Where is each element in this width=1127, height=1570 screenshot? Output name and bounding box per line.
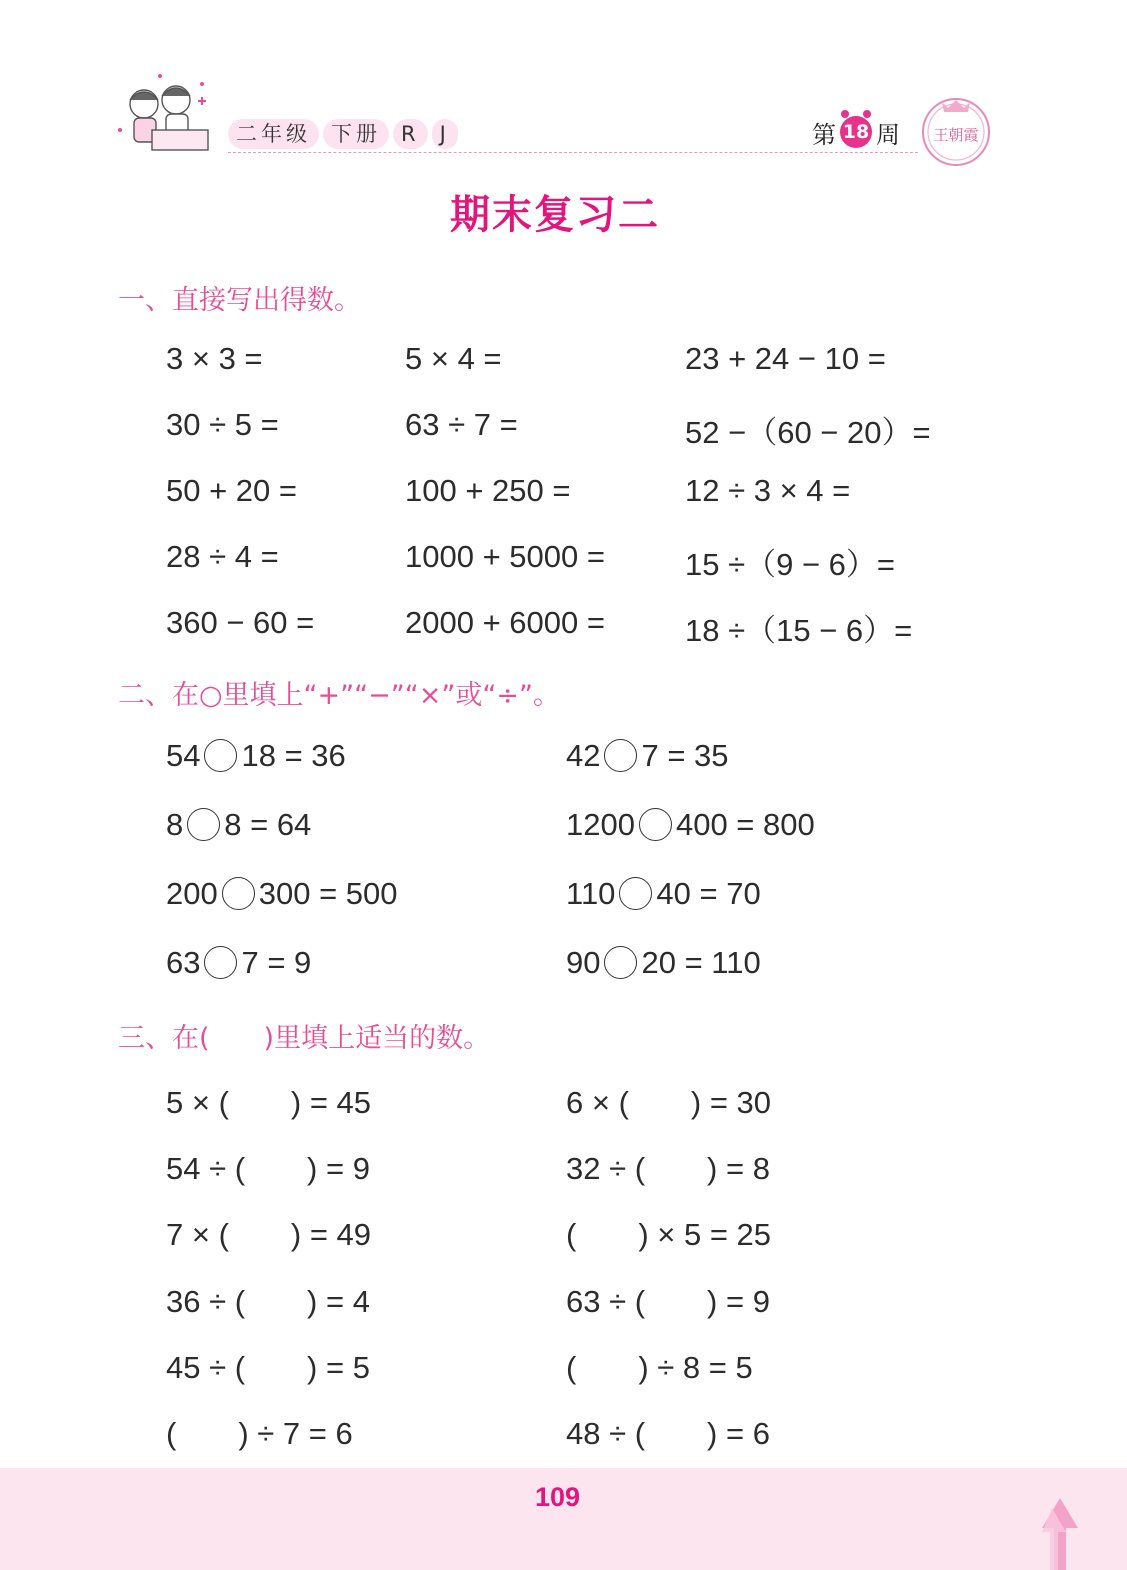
s1-row2-c3: 52 −（60 − 20）= xyxy=(685,415,931,450)
operand-a: 110 xyxy=(566,876,616,911)
s3-row2-c2: 32 ÷ ( ) = 8 xyxy=(566,1151,770,1186)
s1-row4-c3: 15 ÷（9 − 6）= xyxy=(685,547,896,582)
s3-row4-c2: 63 ÷ ( ) = 9 xyxy=(566,1284,770,1319)
operand-b: 8 = 64 xyxy=(224,807,312,842)
operator-circle[interactable] xyxy=(639,808,672,841)
operator-circle[interactable] xyxy=(204,739,237,772)
s2-row3-c2 xyxy=(566,876,761,912)
edition-chip-j: J xyxy=(432,119,458,149)
semester-chip: 下册 xyxy=(323,119,389,149)
s1-row1-c2: 5 × 4 = xyxy=(405,341,502,376)
s2-row2-c2 xyxy=(566,807,815,843)
s3-row1-c1: 5 × ( ) = 45 xyxy=(166,1085,372,1120)
section-3-title: 三、在( )里填上适当的数。 xyxy=(118,1023,491,1054)
week-prefix: 第 xyxy=(812,120,836,149)
s3-row3-c2: ( ) × 5 = 25 xyxy=(566,1217,772,1252)
s2-row3-c1 xyxy=(166,876,398,912)
s3-row5-c2: ( ) ÷ 8 = 5 xyxy=(566,1350,753,1385)
section-2-title: 二、在○里填上“+”“−”“×”或“÷”。 xyxy=(118,680,560,711)
header-divider xyxy=(228,152,918,153)
page-number: 109 xyxy=(534,1482,581,1512)
operand-a: 63 xyxy=(166,945,201,980)
s1-row3-c1: 50 + 20 = xyxy=(166,473,298,508)
week-label xyxy=(812,112,900,152)
week-number-badge: 18 xyxy=(840,116,872,148)
operand-b: 7 = 9 xyxy=(241,945,312,980)
operand-b: 300 = 500 xyxy=(258,876,398,911)
s3-row6-c2: 48 ÷ ( ) = 6 xyxy=(566,1416,770,1451)
page-header xyxy=(0,0,1127,170)
s2-row2-c1 xyxy=(166,807,311,843)
grade-strip xyxy=(228,118,458,150)
s2-row1-c2 xyxy=(566,738,729,774)
s1-row5-c3: 18 ÷（15 − 6）= xyxy=(685,613,913,648)
arrow-up-icon xyxy=(1040,1498,1080,1570)
s1-row1-c1: 3 × 3 = xyxy=(166,341,263,376)
edition-chip-r: R xyxy=(393,119,428,149)
operator-circle[interactable] xyxy=(604,946,637,979)
grade-chip: 二年级 xyxy=(228,119,319,149)
s2-row4-c2 xyxy=(566,945,761,981)
s1-row4-c2: 1000 + 5000 = xyxy=(405,539,605,574)
s1-row1-c3: 23 + 24 − 10 = xyxy=(685,341,886,376)
s1-row2-c2: 63 ÷ 7 = xyxy=(405,407,518,442)
s3-row5-c1: 45 ÷ ( ) = 5 xyxy=(166,1350,370,1385)
page-title: 期末复习二 xyxy=(450,192,660,238)
page-footer xyxy=(0,1468,1127,1570)
operand-a: 200 xyxy=(166,876,218,911)
operator-circle[interactable] xyxy=(619,877,652,910)
section-1-title: 一、直接写出得数。 xyxy=(118,285,361,316)
operator-circle[interactable] xyxy=(187,808,220,841)
svg-text:王朝霞: 王朝霞 xyxy=(933,126,979,144)
s1-row3-c3: 12 ÷ 3 × 4 = xyxy=(685,473,851,508)
operand-a: 54 xyxy=(166,738,201,773)
s1-row2-c1: 30 ÷ 5 = xyxy=(166,407,279,442)
s3-row1-c2: 6 × ( ) = 30 xyxy=(566,1085,772,1120)
s2-row4-c1 xyxy=(166,945,311,981)
s3-row2-c1: 54 ÷ ( ) = 9 xyxy=(166,1151,370,1186)
operand-b: 400 = 800 xyxy=(675,807,815,842)
operand-a: 8 xyxy=(166,807,184,842)
operand-b: 18 = 36 xyxy=(241,738,346,773)
kids-illustration-icon xyxy=(112,70,222,160)
operand-b: 20 = 110 xyxy=(641,945,761,980)
operand-b: 7 = 35 xyxy=(641,738,729,773)
operator-circle[interactable] xyxy=(204,946,237,979)
s1-row3-c2: 100 + 250 = xyxy=(405,473,571,508)
s3-row6-c1: ( ) ÷ 7 = 6 xyxy=(166,1416,353,1451)
s2-row1-c1 xyxy=(166,738,346,774)
s1-row4-c1: 28 ÷ 4 = xyxy=(166,539,279,574)
s1-row5-c2: 2000 + 6000 = xyxy=(405,605,605,640)
s3-row3-c1: 7 × ( ) = 49 xyxy=(166,1217,372,1252)
s1-row5-c1: 360 − 60 = xyxy=(166,605,315,640)
operator-circle[interactable] xyxy=(222,877,255,910)
operand-b: 40 = 70 xyxy=(656,876,761,911)
operator-circle[interactable] xyxy=(604,739,637,772)
s3-row4-c1: 36 ÷ ( ) = 4 xyxy=(166,1284,370,1319)
operand-a: 1200 xyxy=(566,807,635,842)
operand-a: 42 xyxy=(566,738,601,773)
operand-a: 90 xyxy=(566,945,601,980)
seal-logo-icon xyxy=(918,92,994,168)
week-suffix: 周 xyxy=(876,120,900,149)
